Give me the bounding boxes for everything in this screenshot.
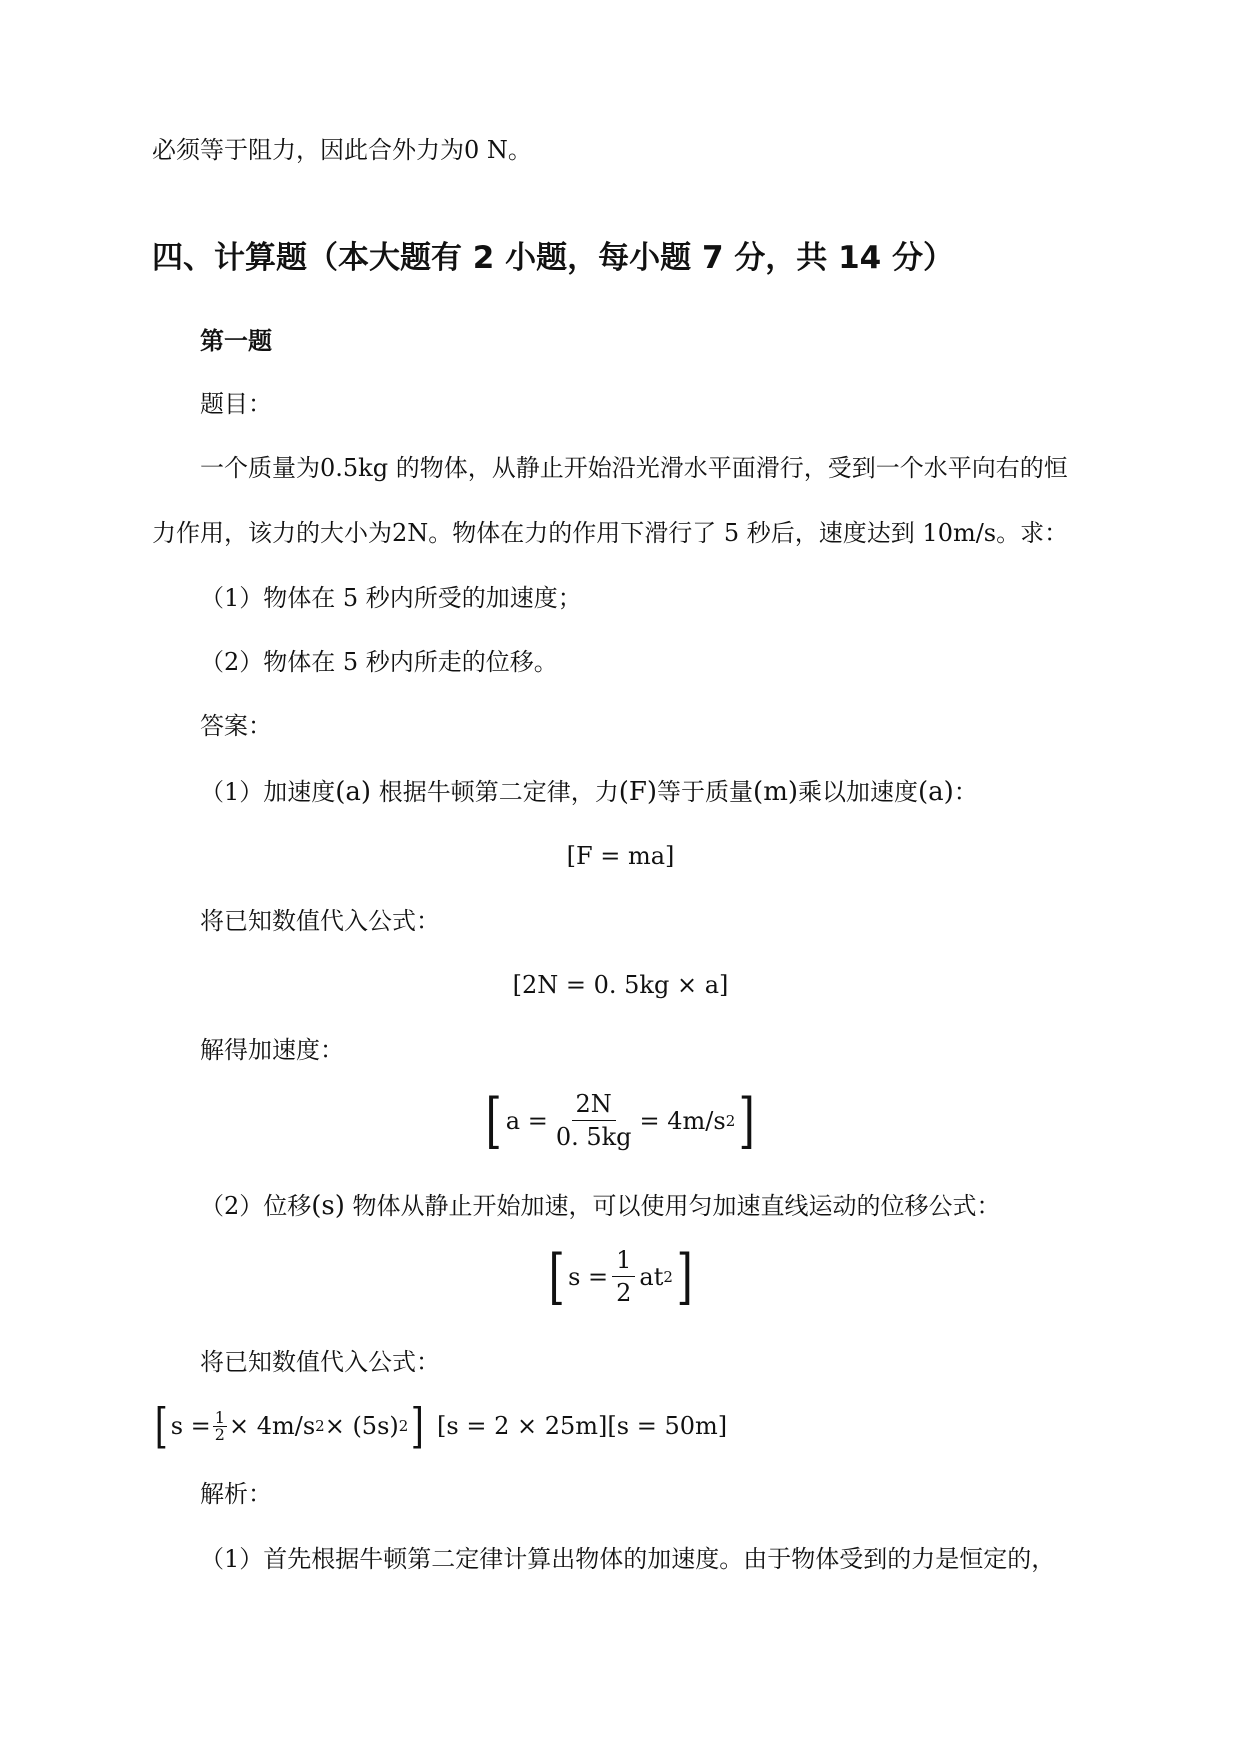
question-label: 题目： [200, 390, 272, 418]
answer-1-prefix: （1）加速度 [200, 778, 336, 806]
formula-acceleration [0, 1085, 1241, 1163]
left-bracket: [ [485, 1085, 503, 1156]
var-F: (F) [618, 777, 658, 807]
section-heading: 四、计算题（本大题有 2 小题，每小题 7 分，共 14 分） [152, 240, 955, 276]
formula-displacement [0, 1241, 1241, 1319]
answer-1-mid-3: 乘以加速度 [798, 778, 918, 806]
right-bracket: ] [676, 1241, 693, 1312]
exponent: 2 [398, 1417, 409, 1435]
question-part-2: （2）物体在 5 秒内所走的位移。 [200, 648, 558, 676]
answer-2-text: 物体从静止开始加速，可以使用匀加速直线运动的位移公式： [344, 1192, 1001, 1220]
formula-a-lhs: a = [505, 1106, 548, 1135]
fraction-denominator: 0. 5kg [555, 1123, 632, 1151]
answer-1-mid-1: 根据牛顿第二定律，力 [371, 778, 619, 806]
exponent: 2 [725, 1111, 736, 1130]
calc-lhs: s = [170, 1412, 211, 1440]
question-part-1: （1）物体在 5 秒内所受的加速度； [200, 584, 582, 612]
var-m: (m) [753, 777, 798, 807]
var-s: (s) [311, 1191, 345, 1221]
formula-s-rhs: at [639, 1262, 664, 1291]
substitute-label: 将已知数值代入公式： [200, 907, 440, 935]
answer-2-line [200, 1190, 1001, 1222]
problem-title: 第一题 [200, 327, 272, 355]
formula-s-lhs: s = [568, 1262, 609, 1291]
answer-1-end: ： [953, 778, 978, 806]
formula-substitute-1: [2N = 0. 5kg × a] [512, 971, 729, 999]
exponent: 2 [663, 1267, 673, 1286]
calc-line [152, 1396, 727, 1464]
calc-mid-2: × (5s) [324, 1412, 399, 1440]
left-bracket: [ [154, 1398, 168, 1454]
fraction-denominator: 2 [616, 1279, 632, 1307]
analysis-line-1: （1）首先根据牛顿第二定律计算出物体的加速度。由于物体受到的力是恒定的， [200, 1545, 1056, 1573]
small-fraction [213, 1407, 227, 1444]
calc-mid: × 4m/s [228, 1412, 316, 1440]
solve-label: 解得加速度： [200, 1036, 344, 1064]
answer-label: 答案： [200, 712, 272, 740]
answer-2-prefix: （2）位移 [200, 1192, 312, 1220]
formula-F-ma: [F = ma] [566, 842, 675, 870]
answer-1-mid-2: 等于质量 [657, 778, 754, 806]
fraction-numerator: 1 [612, 1246, 635, 1277]
analysis-label: 解析： [200, 1480, 272, 1508]
fraction-numerator: 2N [572, 1090, 616, 1121]
var-a-2: (a) [918, 777, 954, 807]
intro-line: 必须等于阻力，因此合外力为0 N。 [152, 136, 532, 164]
formula-a-rhs: = 4m/s [639, 1106, 726, 1135]
question-line-1: 一个质量为0.5kg 的物体，从静止开始沿光滑水平面滑行，受到一个水平向右的恒 [200, 454, 1068, 482]
fraction-numerator: 1 [214, 1407, 225, 1427]
fraction [612, 1246, 635, 1307]
question-line-2: 力作用，该力的大小为2N。物体在力的作用下滑行了 5 秒后，速度达到 10m/s。求： [152, 519, 1069, 547]
right-bracket: ] [411, 1398, 425, 1454]
calc-rest: [s = 2 × 25m][s = 50m] [437, 1412, 728, 1440]
fraction [552, 1090, 636, 1151]
substitute-label-2: 将已知数值代入公式： [200, 1348, 440, 1376]
exponent: 2 [315, 1417, 325, 1435]
var-a: (a) [335, 777, 372, 807]
fraction-denominator: 2 [214, 1424, 225, 1444]
left-bracket: [ [548, 1241, 565, 1312]
right-bracket: ] [738, 1085, 756, 1156]
answer-1-line [200, 776, 978, 808]
